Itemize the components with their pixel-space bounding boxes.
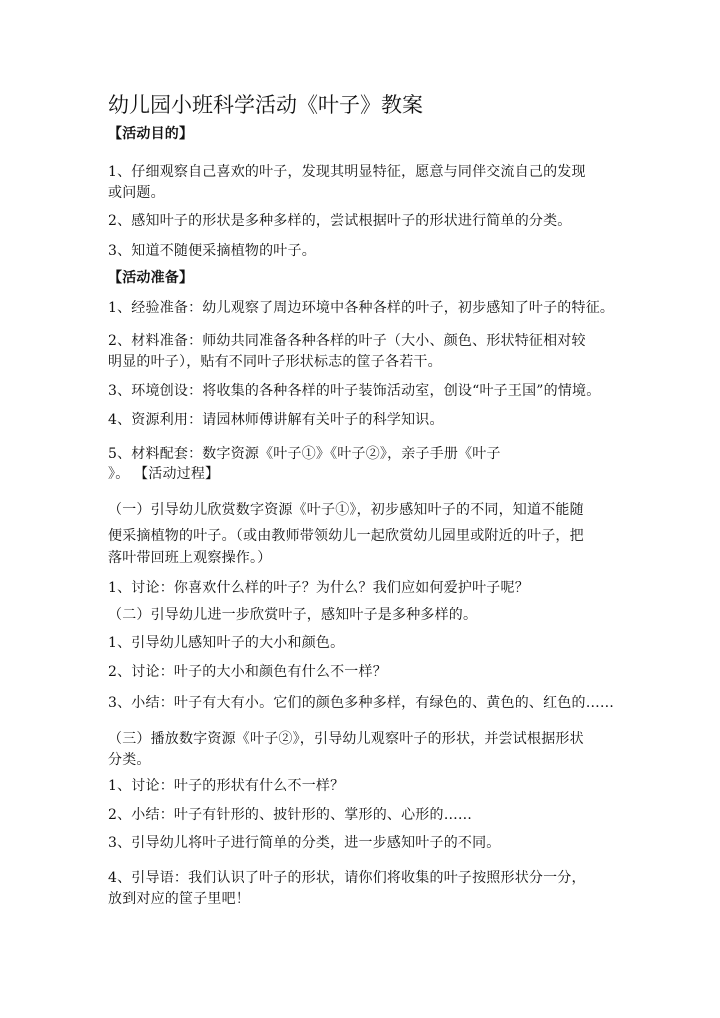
paragraph-line: 2、感知叶子的形状是多种多样的，尝试根据叶子的形状进行简单的分类。 bbox=[108, 213, 572, 229]
paragraph-line: 2、材料准备：师幼共同准备各种各样的叶子（大小、颜色、形状特征相对较 bbox=[108, 333, 586, 349]
paragraph-line: 3、环境创设：将收集的各种各样的叶子装饰活动室，创设“叶子王国”的情境。 bbox=[108, 383, 601, 399]
paragraph-line: 5、材料配套：数字资源《叶子①》《叶子②》，亲子手册《叶子 bbox=[108, 446, 501, 462]
paragraph-line: 1、讨论：你喜欢什么样的叶子？为什么？我们应如何爱护叶子呢？ bbox=[108, 580, 529, 596]
section-heading-preparation: 【活动准备】 bbox=[108, 270, 194, 286]
paragraph-line: 明显的叶子），贴有不同叶子形状标志的筐子各若干。 bbox=[108, 354, 442, 370]
paragraph-line: 1、仔细观察自己喜欢的叶子，发现其明显特征，愿意与同伴交流自己的发现 bbox=[108, 164, 586, 180]
paragraph-line: （三）播放数字资源《叶子②》，引导幼儿观察叶子的形状，并尝试根据形状 bbox=[108, 731, 584, 747]
paragraph-line: 分类。 bbox=[108, 752, 151, 768]
paragraph-line: 3、小结：叶子有大有小。它们的颜色多种多样，有绿色的、黄色的、红色的…… bbox=[108, 695, 615, 711]
paragraph-line: 1、引导幼儿感知叶子的大小和颜色。 bbox=[108, 635, 345, 651]
paragraph-line: 便采摘植物的叶子。（或由教师带领幼儿一起欣赏幼儿园里或附近的叶子，把 bbox=[108, 528, 584, 544]
section-heading-objectives: 【活动目的】 bbox=[108, 126, 194, 142]
paragraph-line: 4、资源利用：请园林师傅讲解有关叶子的科学知识。 bbox=[108, 412, 444, 428]
paragraph-line: 》。 【活动过程】 bbox=[108, 466, 220, 482]
paragraph-line: 1、讨论：叶子的形状有什么不一样？ bbox=[108, 778, 345, 794]
paragraph-line: （一）引导幼儿欣赏数字资源《叶子①》，初步感知叶子的不同，知道不能随 bbox=[108, 502, 584, 518]
paragraph-line: 2、小结：叶子有针形的、披针形的、掌形的、心形的…… bbox=[108, 807, 473, 823]
paragraph-line: 或问题。 bbox=[108, 185, 165, 201]
paragraph-line: 放到对应的筐子里吧！ bbox=[108, 891, 250, 907]
paragraph-line: 落叶带回班上观察操作。） bbox=[108, 550, 272, 566]
paragraph-line: 1、经验准备：幼儿观察了周边环境中各种各样的叶子，初步感知了叶子的特征。 bbox=[108, 300, 615, 316]
paragraph-line: 3、引导幼儿将叶子进行简单的分类，进一步感知叶子的不同。 bbox=[108, 835, 501, 851]
paragraph-line: 3、知道不随便采摘植物的叶子。 bbox=[108, 243, 316, 259]
paragraph-line: （二）引导幼儿进一步欣赏叶子，感知叶子是多种多样的。 bbox=[108, 607, 478, 623]
paragraph-line: 2、讨论：叶子的大小和颜色有什么不一样？ bbox=[108, 664, 387, 680]
paragraph-line: 4、引导语：我们认识了叶子的形状，请你们将收集的叶子按照形状分一分， bbox=[108, 870, 586, 886]
document-title: 幼儿园小班科学活动《叶子》教案 bbox=[108, 93, 423, 117]
